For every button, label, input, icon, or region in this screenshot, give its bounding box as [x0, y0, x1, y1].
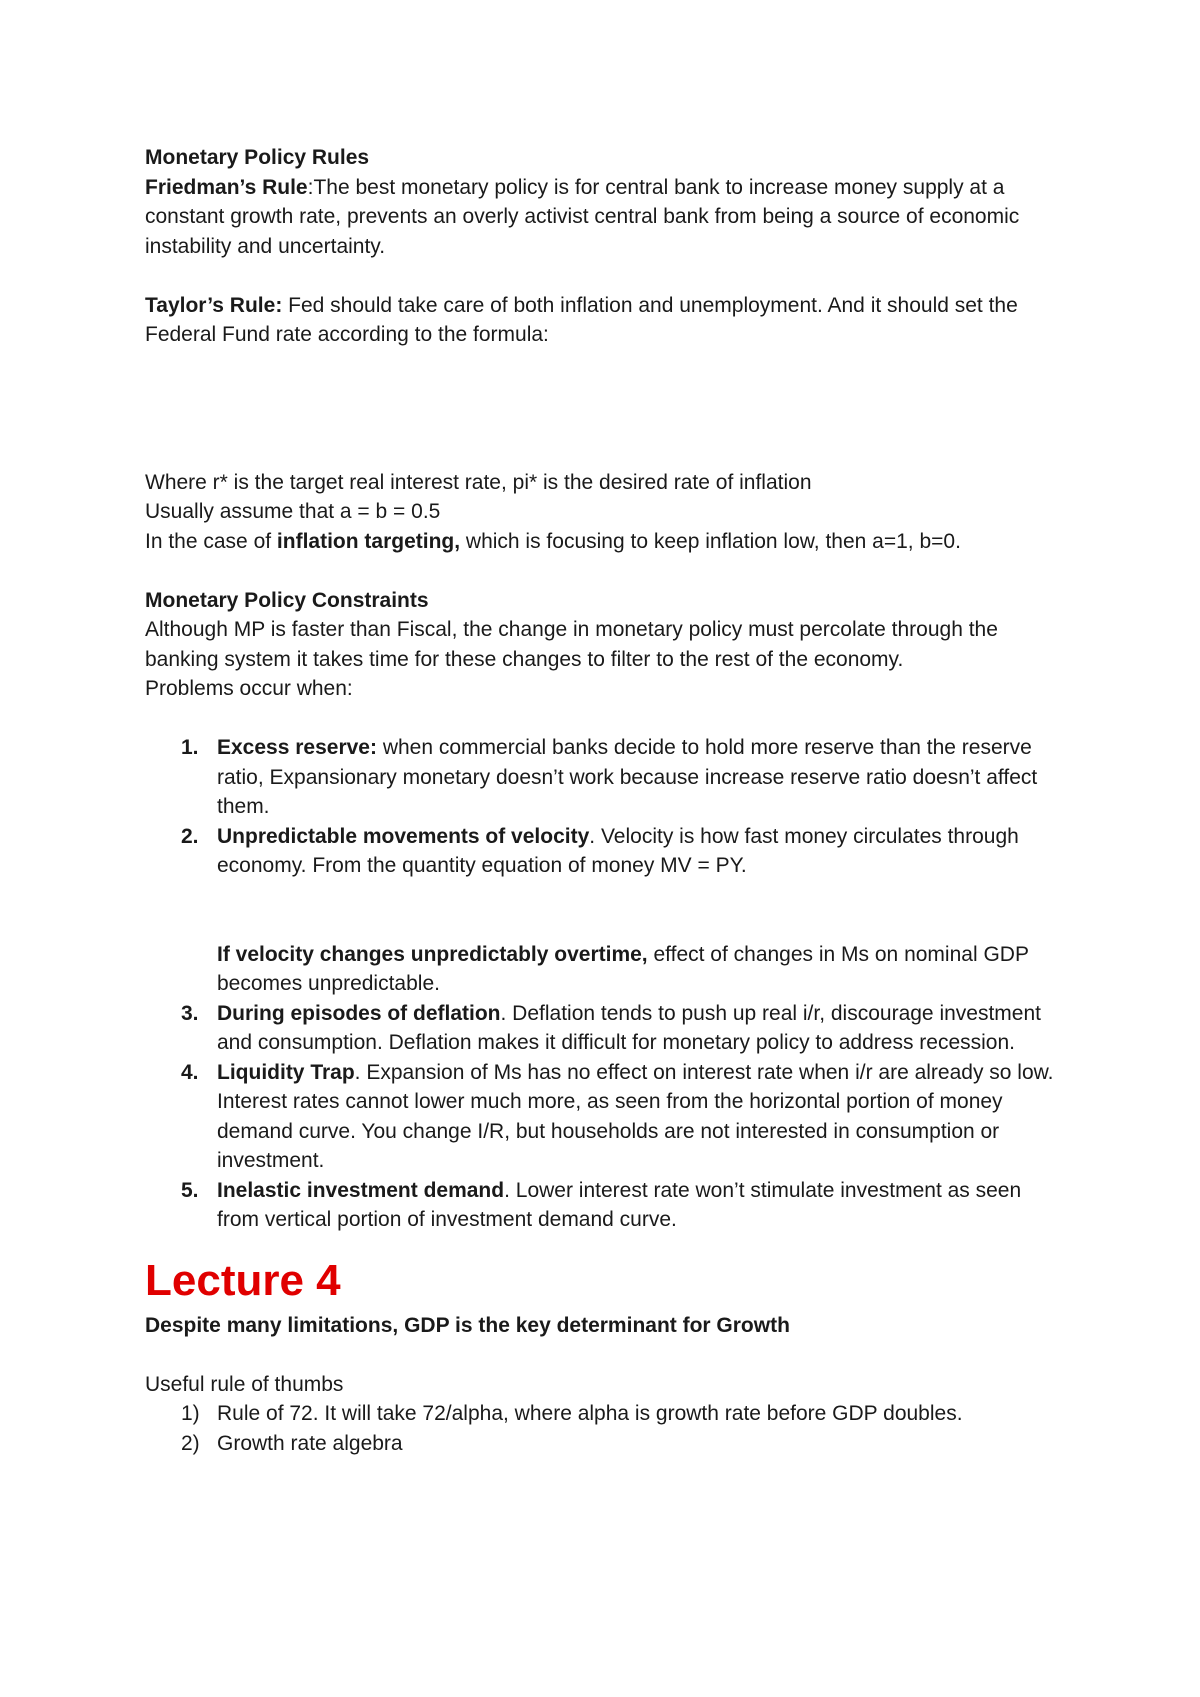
list-item: 4. Liquidity Trap. Expansion of Ms has no effect on interest rate when i/r are already so low. Interest rates cannot lower much more, as seen from the horizontal portion of money demand curve. You change I/R, but households are not interested in consumption or investment.: [181, 1060, 1054, 1172]
problems-line: Problems occur when:: [145, 677, 353, 700]
taylor-rule-paragraph: Taylor’s Rule: Fed should take care of both inflation and unemployment. And it should set the Federal Fund rate according to the formula:: [145, 293, 1018, 346]
list-item: 1. Excess reserve: when commercial banks decide to hold more reserve than the reserve ratio, Expansionary monetary doesn’t work because increase reserve ratio doesn’t affect them.: [181, 736, 1038, 818]
constraints-list: [145, 733, 1065, 881]
inflation-targeting-line: In the case of inflation targeting, which is focusing to keep inflation low, then a=1, b=0.: [145, 529, 961, 553]
lecture-title: Lecture 4: [145, 1255, 341, 1305]
thumbs-intro: Useful rule of thumbs: [145, 1372, 344, 1396]
document-page: [145, 143, 1065, 1458]
list-item: 2. Unpredictable movements of velocity. Velocity is how fast money circulates through economy. From the quantity equation of money MV = PY.: [181, 824, 1019, 877]
list-item: 5. Inelastic investment demand. Lower interest rate won’t stimulate investment as seen from vertical portion of investment demand curve.: [181, 1178, 1022, 1231]
usually-line: Usually assume that a = b = 0.5: [145, 500, 441, 523]
list-item: 1) Rule of 72. It will take 72/alpha, where alpha is growth rate before GDP doubles.: [181, 1402, 963, 1425]
constraints-list-continued: [145, 999, 1065, 1235]
where-line: Where r* is the target real interest rate, pi* is the desired rate of inflation: [145, 470, 812, 494]
list-item: 3. During episodes of deflation. Deflation tends to push up real i/r, discourage investment and consumption. Deflation makes it difficult for monetary policy to address recession.: [181, 1001, 1041, 1054]
lecture-subtitle: Despite many limitations, GDP is the key determinant for Growth: [145, 1313, 790, 1337]
friedman-rule-label: Friedman’s Rule: [145, 175, 308, 199]
section-heading-constraints: Monetary Policy Constraints: [145, 588, 429, 612]
constraints-intro: Although MP is faster than Fiscal, the change in monetary policy must percolate through the banking system it takes time for these changes to filter to the rest of the economy.: [145, 618, 998, 671]
friedman-rule-paragraph: Friedman’s Rule:The best monetary policy is for central bank to increase money supply at a constant growth rate, prevents an overly activist central bank from being a source of economic instability and uncertainty.: [145, 175, 1020, 258]
section-heading-rules: Monetary Policy Rules: [145, 146, 370, 169]
velocity-note: If velocity changes unpredictably overtime, effect of changes in Ms on nominal GDP becomes unpredictable.: [217, 942, 1029, 995]
taylor-rule-label: Taylor’s Rule:: [145, 293, 283, 317]
thumbs-list: [145, 1399, 1065, 1458]
formula-blank-space: [145, 350, 1065, 468]
list-item: 2) Growth rate algebra: [181, 1431, 403, 1455]
